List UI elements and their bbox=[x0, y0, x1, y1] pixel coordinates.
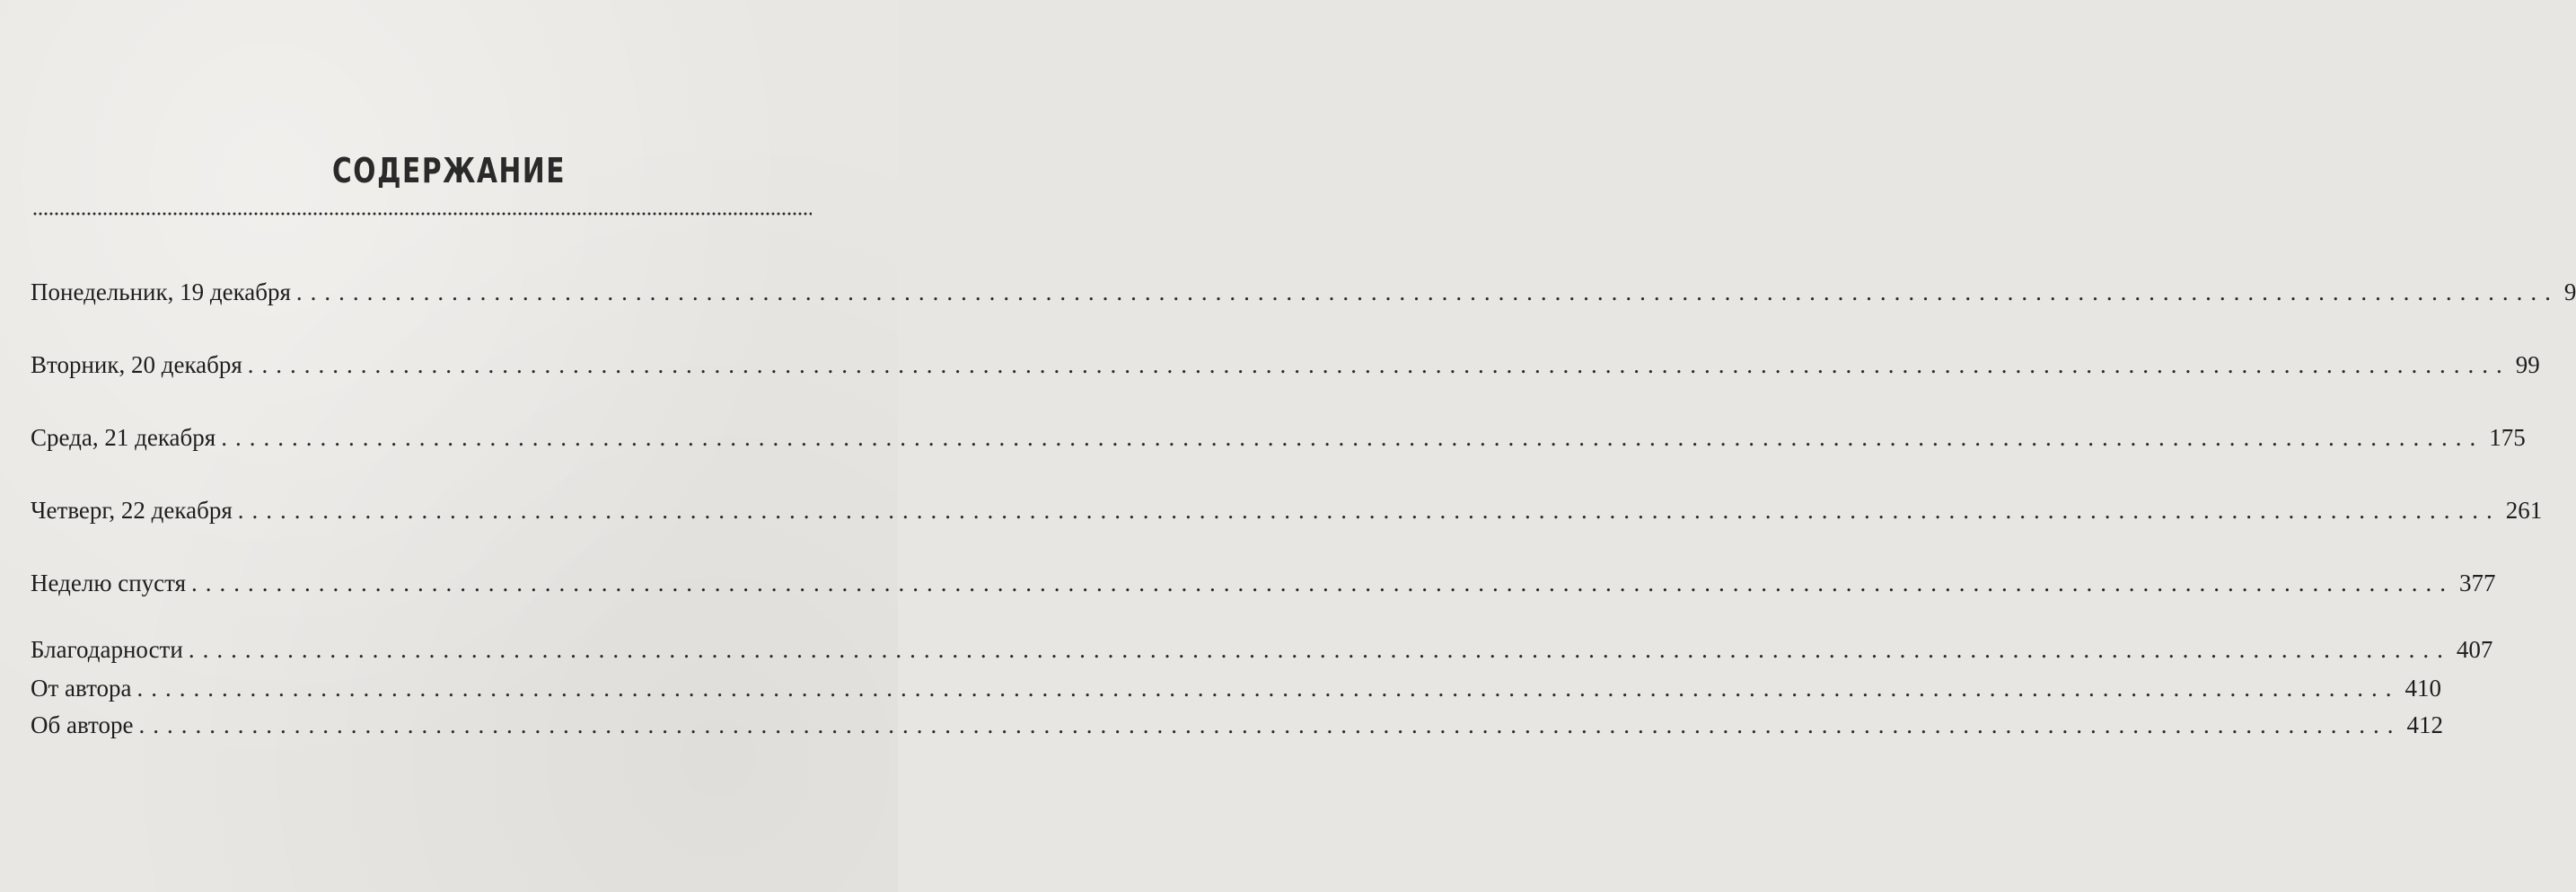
dot-leader: ................................................................................................................................................................ bbox=[221, 424, 2484, 451]
dot-leader: ................................................................................................................................................................ bbox=[247, 351, 2510, 378]
toc-entry-page: 410 bbox=[2405, 675, 2442, 702]
toc-entry-monday bbox=[31, 274, 2576, 310]
dot-leader: ................................................................................................................................................................ bbox=[136, 675, 2400, 702]
dot-leader: ................................................................................................................................................................ bbox=[237, 497, 2501, 524]
contents-heading: СОДЕРЖАНИЕ bbox=[331, 151, 567, 190]
toc-entry-wednesday bbox=[31, 420, 2526, 455]
toc-entry-page: 377 bbox=[2459, 570, 2496, 596]
toc-entry-page: 9 bbox=[2563, 278, 2576, 305]
toc-entry-thursday bbox=[31, 492, 2543, 528]
toc-entry-label: Вторник, 20 декабря bbox=[31, 351, 242, 378]
toc-entry-week-later bbox=[31, 565, 2496, 601]
toc-entry-about-author bbox=[31, 707, 2443, 743]
dotted-divider bbox=[32, 212, 812, 216]
toc-entry-page: 412 bbox=[2406, 711, 2443, 738]
toc-entry-page: 175 bbox=[2489, 424, 2526, 451]
toc-entry-label: Благодарности bbox=[31, 636, 183, 663]
toc-entry-page: 261 bbox=[2505, 497, 2543, 524]
toc-entry-page: 99 bbox=[2515, 351, 2540, 378]
toc-entry-tuesday bbox=[31, 347, 2540, 383]
toc-entry-page: 407 bbox=[2456, 636, 2493, 663]
toc-entry-from-author bbox=[31, 670, 2442, 706]
dot-leader: ................................................................................................................................................................ bbox=[191, 570, 2455, 596]
toc-entry-label: Понедельник, 19 декабря bbox=[31, 278, 291, 305]
dot-leader: ................................................................................................................................................................ bbox=[188, 636, 2451, 663]
toc-entry-label: Об авторе bbox=[31, 711, 134, 738]
toc-entry-acknowledgements bbox=[31, 631, 2493, 667]
toc-entry-label: Неделю спустя bbox=[31, 570, 187, 596]
toc-entry-label: От автора bbox=[31, 675, 132, 702]
dot-leader: ................................................................................................................................................................ bbox=[295, 278, 2559, 305]
toc-entry-label: Среда, 21 декабря bbox=[31, 424, 216, 451]
dot-leader: ................................................................................................................................................................ bbox=[138, 711, 2402, 738]
toc-entry-label: Четверг, 22 декабря bbox=[31, 497, 233, 524]
